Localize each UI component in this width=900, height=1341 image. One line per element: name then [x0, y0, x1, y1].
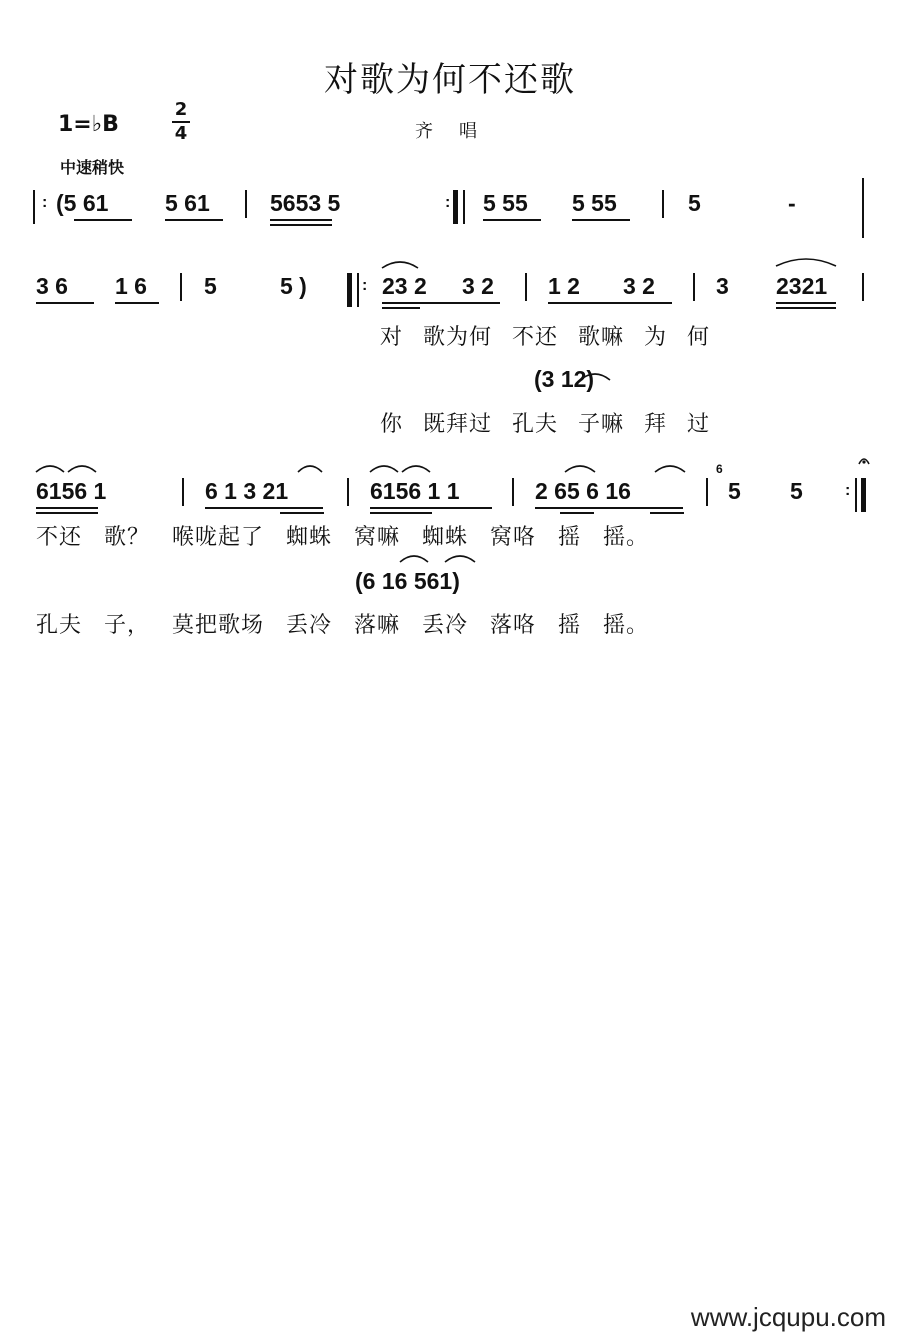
watermark-url: www.jcqupu.com [690, 1302, 886, 1332]
slur [565, 466, 595, 472]
fermata-dot [862, 460, 865, 463]
lyrics-row2-verse2: 你 既拜过 孔夫 子嘛 拜 过 [380, 412, 710, 437]
measure-10: 6156 1 [36, 478, 107, 504]
slur [655, 466, 685, 472]
measure-1: (5 61 [56, 190, 109, 216]
variant-2: (6 16 561) [355, 568, 460, 594]
slur [776, 259, 836, 266]
slur [298, 466, 322, 472]
slur [402, 466, 430, 472]
slur [382, 262, 418, 268]
measure-14: 5 [728, 478, 741, 504]
measure-3: 5 55 [483, 190, 528, 216]
slur [36, 466, 64, 472]
measure-12: 6156 1 1 [370, 478, 460, 504]
repeat-dots: : [445, 194, 451, 211]
slur [370, 466, 398, 472]
measure-6b: 5 ) [280, 273, 307, 299]
meter-bottom: 4 [174, 123, 188, 144]
measure-4-dash: - [788, 190, 796, 216]
measure-7: 23 2 [382, 273, 427, 299]
grace-note: 6 [716, 462, 723, 476]
slur [580, 374, 610, 380]
measure-9b: 2321 [776, 273, 828, 299]
slur [400, 556, 428, 562]
lyrics-row3-verse2: 孔夫 子， 莫把歌场 丢冷 落嘛 丢冷 落咯 摇 摇。 [36, 613, 649, 638]
slur [68, 466, 96, 472]
key-signature: 1=♭B [58, 112, 119, 137]
lyrics-row3-verse1: 不还 歌？ 喉咙起了 蜘蛛 窝嘛 蜘蛛 窝咯 摇 摇。 [36, 525, 649, 550]
measure-1b: 5 61 [165, 190, 210, 216]
measure-2: 5653 5 [270, 190, 341, 216]
song-title: 对歌为何不还歌 [324, 60, 576, 100]
repeat-dots: : [845, 482, 851, 499]
measure-4: 5 [688, 190, 701, 216]
measure-3b: 5 55 [572, 190, 617, 216]
slur [445, 556, 475, 562]
meter-top: 2 [174, 99, 188, 120]
measure-5: 3 6 [36, 273, 68, 299]
measure-13: 2 65 6 16 [535, 478, 631, 504]
voice-label: 齐唱 [415, 121, 503, 142]
measure-9: 3 [716, 273, 729, 299]
measure-8b: 3 2 [623, 273, 655, 299]
repeat-dots: : [42, 194, 48, 211]
measure-5b: 1 6 [115, 273, 147, 299]
variant-1: (3 12) [534, 366, 595, 392]
measure-6: 5 [204, 273, 217, 299]
measure-8: 1 2 [548, 273, 580, 299]
lyrics-row2-verse1: 对 歌为何 不还 歌嘛 为 何 [380, 325, 710, 350]
measure-11: 6 1 3 21 [205, 478, 289, 504]
measure-14b: 5 [790, 478, 803, 504]
measure-7b: 3 2 [462, 273, 494, 299]
tempo-marking: 中速稍快 [60, 158, 125, 177]
repeat-dots: : [362, 277, 368, 294]
